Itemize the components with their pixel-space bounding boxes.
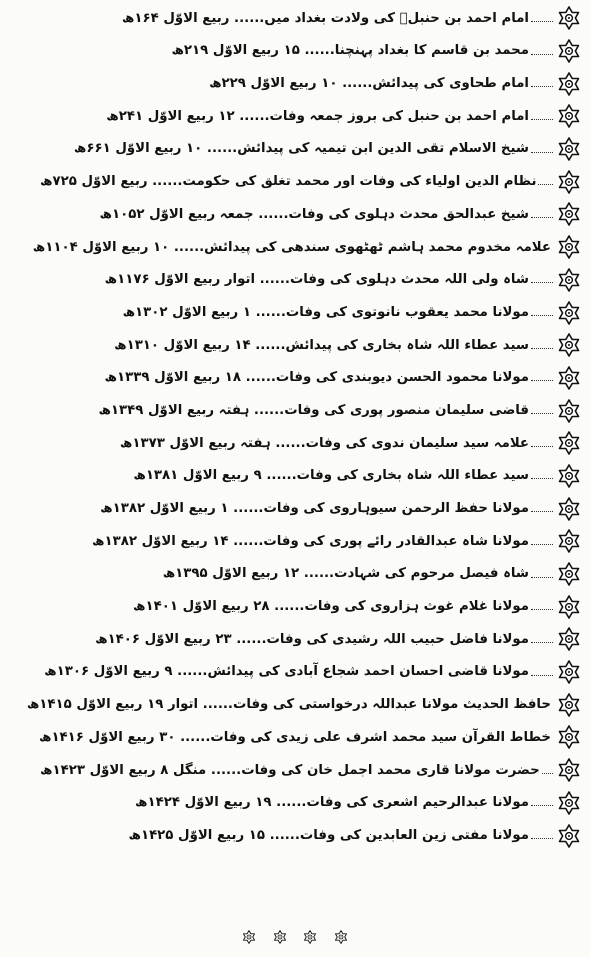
list-item (40, 787, 590, 820)
entry-text: قاضی سلیمان منصور پوری کی وفات...... ہفتہ ربیع الاوّل ۱۳۴۹ھ (98, 402, 529, 418)
entry-text: مولانا حفظ الرحمن سیوہاروی کی وفات...... ۱ ربیع الاوّل ۱۳۸۲ھ (100, 501, 529, 516)
list-item (40, 296, 590, 329)
entry-text: شاہ ولی اللہ محدث دہلوی کی وفات...... اتوار ربیع الاوّل ۱۱۷۶ھ (104, 272, 529, 288)
leader-dots (531, 440, 553, 447)
entry-text: مولانا عبدالرحیم اشعری کی وفات...... ۱۹ ربیع الاوّل ۱۴۲۴ھ (135, 795, 529, 811)
end-ornament (0, 930, 590, 948)
entry-text: امام احمد بن حنبلؒ کی ولادت بغداد میں...... ربیع الاوّل ۱۶۴ھ (121, 10, 529, 26)
entry-text: مولانا شاہ عبدالقادر رائے پوری کی وفات...... ۱۴ ربیع الاوّل ۱۳۸۲ھ (92, 533, 529, 549)
leader-dots (531, 342, 553, 349)
list-item (40, 427, 590, 460)
leader-dots (531, 80, 553, 87)
entry-text: علامہ مخدوم محمد ہاشم ٹھٹھوی سندھی کی پیدائش...... ۱۰ ربیع الاوّل ۱۱۰۴ھ (32, 239, 551, 255)
list-item (32, 231, 590, 264)
star-flower-icon (303, 930, 317, 944)
leader-dots (531, 309, 553, 316)
entry-text: سید عطاء اللہ شاہ بخاری کی وفات...... ۹ ربیع الاوّل ۱۳۸۱ھ (133, 468, 529, 484)
list-item (40, 2, 590, 35)
star-flower-icon (556, 659, 582, 685)
star-flower-icon (556, 823, 582, 849)
star-flower-icon (556, 594, 582, 620)
star-flower-icon (556, 234, 582, 260)
entry-text: حضرت مولانا قاری محمد اجمل خان کی وفات...... منگل ۸ ربیع الاوّل ۱۴۲۳ھ (40, 762, 540, 778)
entry-text: مولانا فاضل حبیب اللہ رشیدی کی وفات...... ۲۳ ربیع الاوّل ۱۴۰۶ھ (95, 631, 529, 647)
star-flower-icon (556, 430, 582, 456)
list-item (40, 35, 590, 68)
leader-dots (531, 211, 553, 218)
entry-text: حافظ الحدیث مولانا عبداللہ درخواستی کی وفات...... اتوار ۱۹ ربیع الاوّل ۱۴۱۵ھ (26, 697, 551, 713)
entry-text: مولانا قاضی احسان احمد شجاع آبادی کی پیدائش...... ۹ ربیع الاوّل ۱۳۰۶ھ (44, 664, 529, 680)
entry-text: شاہ فیصل مرحوم کی شہادت...... ۱۲ ربیع الاوّل ۱۳۹۵ھ (162, 566, 529, 582)
star-flower-icon (556, 724, 582, 750)
leader-dots (531, 832, 553, 839)
list-item (40, 558, 590, 591)
list-item (40, 100, 590, 133)
entry-text: مولانا محمد یعقوب نانوتوی کی وفات...... ۱ ربیع الاوّل ۱۳۰۲ھ (122, 304, 529, 320)
list-item (40, 819, 590, 852)
star-flower-icon (556, 398, 582, 424)
star-flower-icon (556, 463, 582, 489)
star-flower-icon (556, 626, 582, 652)
entry-text: علامہ سید سلیمان ندوی کی وفات...... ہفتہ ربیع الاوّل ۱۳۷۳ھ (119, 435, 529, 451)
list-item (40, 394, 590, 427)
entry-text: نظام الدین اولیاء کی وفات اور محمد تغلق کی حکومت...... ربیع الاوّل ۷۲۵ھ (40, 174, 537, 190)
list-item (40, 656, 590, 689)
star-flower-icon (556, 267, 582, 293)
leader-dots (531, 407, 553, 414)
list-item (40, 590, 590, 623)
entry-text: شیخ الاسلام تقی الدین ابن تیمیہ کی پیدائش...... ۱۰ ربیع الاوّل ۶۶۱ھ (73, 141, 529, 157)
leader-dots (531, 374, 553, 381)
star-flower-icon (556, 71, 582, 97)
star-flower-icon (556, 528, 582, 554)
leader-dots (531, 146, 553, 153)
star-flower-icon (556, 201, 582, 227)
leader-dots (531, 276, 553, 283)
list-item (40, 754, 590, 787)
list-item (40, 198, 590, 231)
star-flower-icon (556, 496, 582, 522)
star-flower-icon (556, 790, 582, 816)
entry-text: مولانا مفتی زین العابدین کی وفات...... ۱۵ ربیع الاوّل ۱۴۲۵ھ (128, 827, 529, 843)
star-flower-icon (556, 365, 582, 391)
entry-text: امام احمد بن حنبل کی بروز جمعہ وفات...... ۱۲ ربیع الاوّل ۲۴۱ھ (106, 108, 529, 124)
leader-dots (531, 113, 553, 120)
entry-text: خطاط القرآن سید محمد اشرف علی زیدی کی وفات...... ۳۰ ربیع الاوّل ۱۴۱۶ھ (38, 729, 551, 745)
star-flower-icon (334, 930, 348, 944)
leader-dots (531, 505, 553, 512)
star-flower-icon (273, 930, 287, 944)
star-flower-icon (556, 561, 582, 587)
list-item (40, 525, 590, 558)
entry-text: محمد بن قاسم کا بغداد پہنچنا...... ۱۵ ربیع الاوّل ۲۱۹ھ (171, 43, 529, 59)
leader-dots (542, 767, 553, 774)
entry-text: مولانا محمود الحسن دیوبندی کی وفات...... ۱۸ ربیع الاوّل ۱۳۳۹ھ (104, 370, 529, 386)
star-flower-icon (556, 300, 582, 326)
entry-text: مولانا غلام غوث ہزاروی کی وفات...... ۲۸ ربیع الاوّل ۱۴۰۱ھ (133, 599, 529, 615)
list-item (40, 492, 590, 525)
star-flower-icon (556, 38, 582, 64)
list-item (40, 165, 590, 198)
list-item (26, 688, 590, 721)
leader-dots (531, 571, 553, 578)
entry-text: امام طحاوی کی پیدائش...... ۱۰ ربیع الاوّل ۲۲۹ھ (209, 76, 529, 92)
leader-dots (531, 636, 553, 643)
list-item (40, 67, 590, 100)
entry-text: سید عطاء اللہ شاہ بخاری کی پیدائش...... ۱۴ ربیع الاوّل ۱۳۱۰ھ (114, 337, 529, 353)
leader-dots (531, 799, 553, 806)
star-flower-icon (556, 169, 582, 195)
leader-dots (538, 178, 553, 185)
list-item (40, 362, 590, 395)
star-flower-icon (556, 332, 582, 358)
entry-text: شیخ عبدالحق محدث دہلوی کی وفات...... جمعہ ربیع الاوّل ۱۰۵۲ھ (99, 206, 529, 222)
star-flower-icon (556, 136, 582, 162)
leader-dots (531, 603, 553, 610)
list-item (40, 721, 590, 754)
star-flower-icon (242, 930, 256, 944)
list-item (40, 264, 590, 297)
leader-dots (531, 538, 553, 545)
leader-dots (531, 669, 553, 676)
star-flower-icon (556, 692, 582, 718)
star-flower-icon (556, 5, 582, 31)
leader-dots (531, 48, 553, 55)
list-item (40, 329, 590, 362)
list-item (40, 460, 590, 493)
leader-dots (531, 15, 553, 22)
events-list (26, 2, 590, 852)
star-flower-icon (556, 757, 582, 783)
list-item (40, 133, 590, 166)
list-item (40, 623, 590, 656)
star-flower-icon (556, 103, 582, 129)
leader-dots (531, 472, 553, 479)
